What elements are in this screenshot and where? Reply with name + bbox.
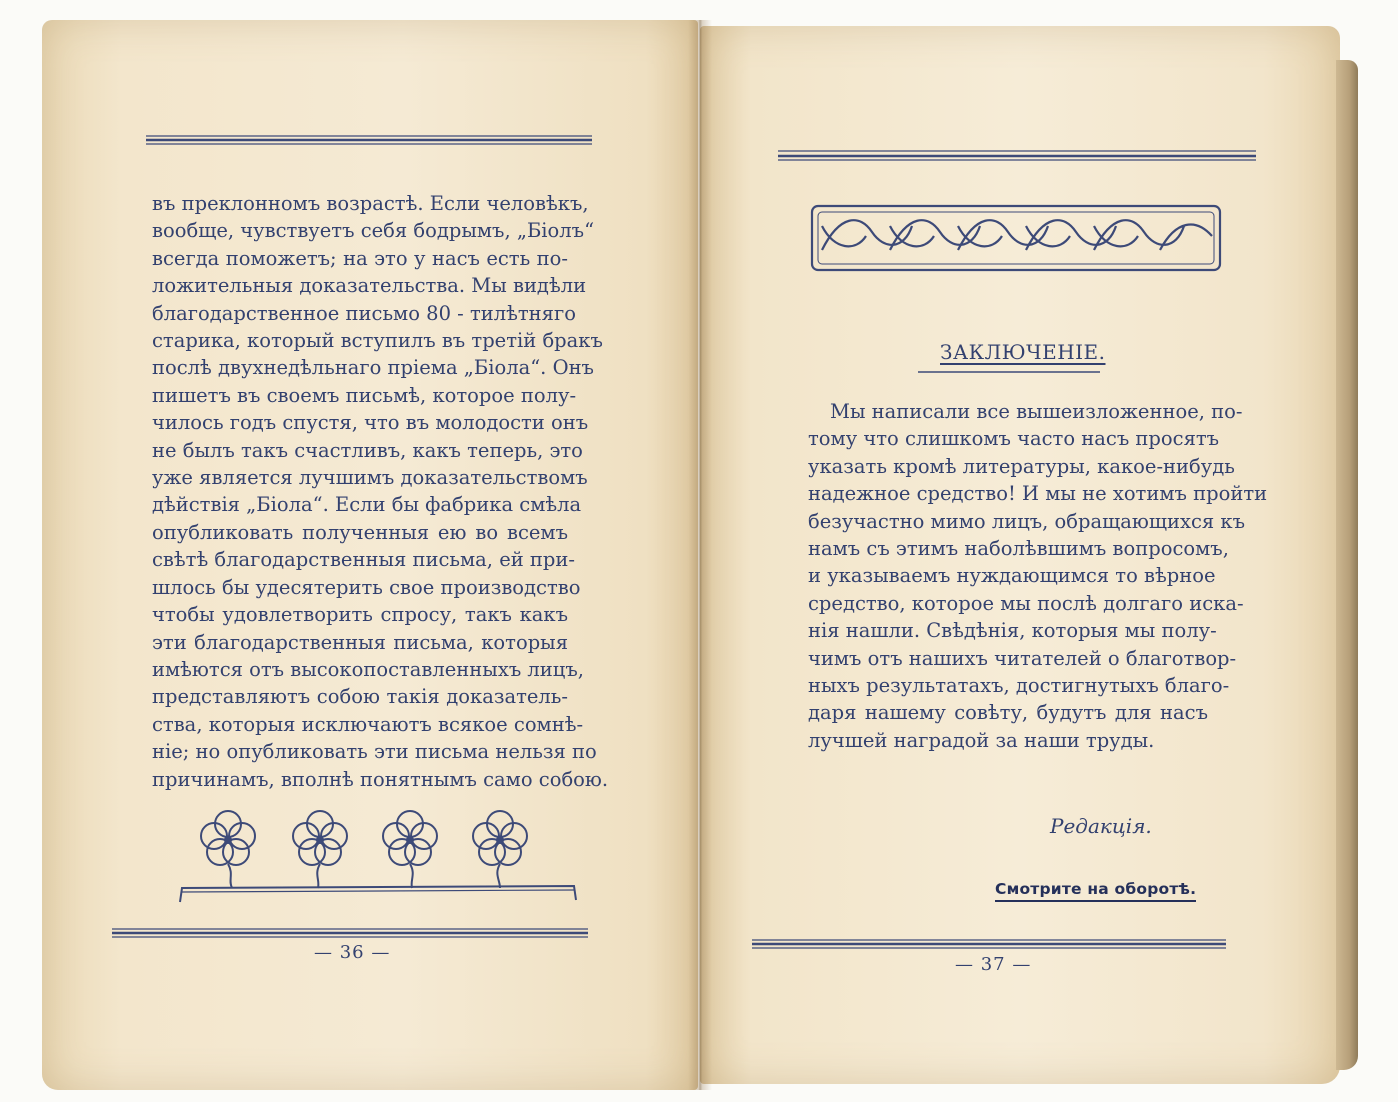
text-line: нія нашли. Свѣдѣнія, которыя мы полу- xyxy=(808,619,1217,643)
left-top-rule xyxy=(146,136,592,144)
art-nouveau-frieze-icon xyxy=(812,206,1220,270)
text-line: лучшей наградой за наши труды. xyxy=(808,728,1155,752)
text-line: средство, которое мы послѣ долгаго иска- xyxy=(808,591,1244,615)
page-heading: ЗАКЛЮЧЕНІЕ. xyxy=(940,340,1106,364)
text-line: уже является лучшимъ доказательствомъ xyxy=(152,466,588,490)
text-line: представляютъ собою такія доказатель- xyxy=(152,685,568,709)
text-line: причинамъ, вполнѣ понятнымъ само собою. xyxy=(152,767,609,791)
text-line: имѣются отъ высокопоставленныхъ лицъ, xyxy=(152,657,584,681)
text-line: дѣйствія „Біола“. Если бы фабрика смѣла xyxy=(152,493,582,517)
text-line: благодарственное письмо 80 - тилѣтняго xyxy=(152,301,576,325)
text-line: даря нашему совѣту, будутъ для насъ xyxy=(808,701,1208,725)
text-line: и указываемъ нуждающимся то вѣрное xyxy=(808,564,1216,588)
text-line: указать кромѣ литературы, какое-нибудь xyxy=(808,454,1235,478)
left-page-body xyxy=(152,190,609,793)
text-line: чилось годъ спустя, что въ молодости онъ xyxy=(152,411,589,435)
text-line: послѣ двухнедѣльнаго пріема „Біола“. Онъ xyxy=(152,356,594,380)
right-bottom-rule xyxy=(752,940,1226,948)
text-line: ложительныя доказательства. Мы видѣли xyxy=(152,274,587,298)
flower-ornament-icon xyxy=(180,811,576,902)
text-line: опубликовать полученныя ею во всемъ xyxy=(152,520,568,544)
text-line: вообще, чувствуетъ себя бодрымъ, „Біолъ“ xyxy=(152,219,595,243)
right-page-body xyxy=(808,398,1268,754)
text-line: ніе; но опубликовать эти письма нельзя по xyxy=(152,740,597,764)
text-line: чтобы удовлетворить спросу, такъ какъ xyxy=(152,603,568,627)
right-top-rule xyxy=(778,151,1256,160)
text-line: безучастно мимо лицъ, обращающихся къ xyxy=(808,509,1246,533)
text-line: намъ съ этимъ наболѣвшимъ вопросомъ, xyxy=(808,537,1229,561)
text-line: Мы написали все вышеизложенное, по- xyxy=(830,400,1243,423)
page-number-right: — 37 — xyxy=(955,954,1032,975)
text-line: ства, которыя исключаютъ всякое сомнѣ- xyxy=(152,712,584,736)
text-line: чимъ отъ нашихъ читателей о благотвор- xyxy=(808,646,1237,670)
text-line: старика, который вступилъ въ третій бракъ xyxy=(152,329,603,353)
text-line: всегда поможетъ; на это у насъ есть по- xyxy=(152,246,568,270)
left-bottom-rule xyxy=(112,929,588,937)
text-line: пишетъ въ своемъ письмѣ, которое полу- xyxy=(152,383,577,407)
text-line: надежное средство! И мы не хотимъ пройти xyxy=(808,482,1268,506)
text-line: въ преклонномъ возрастѣ. Если человѣкъ, xyxy=(152,192,589,215)
text-line: эти благодарственныя письма, которыя xyxy=(152,630,568,654)
text-line: не былъ такъ счастливъ, какъ теперь, это xyxy=(152,438,583,462)
text-line: ныхъ результатахъ, достигнутыхъ благо- xyxy=(808,674,1230,698)
editor-signature: Редакція. xyxy=(1050,814,1152,838)
text-line: шлось бы удесятерить свое производство xyxy=(152,575,581,599)
text-line: свѣтѣ благодарственныя письма, ей при- xyxy=(152,548,575,572)
see-reverse-note: Смотрите на оборотѣ. xyxy=(995,880,1196,902)
text-line: тому что слишкомъ часто насъ просятъ xyxy=(808,427,1220,451)
page-number-left: — 36 — xyxy=(314,942,391,963)
